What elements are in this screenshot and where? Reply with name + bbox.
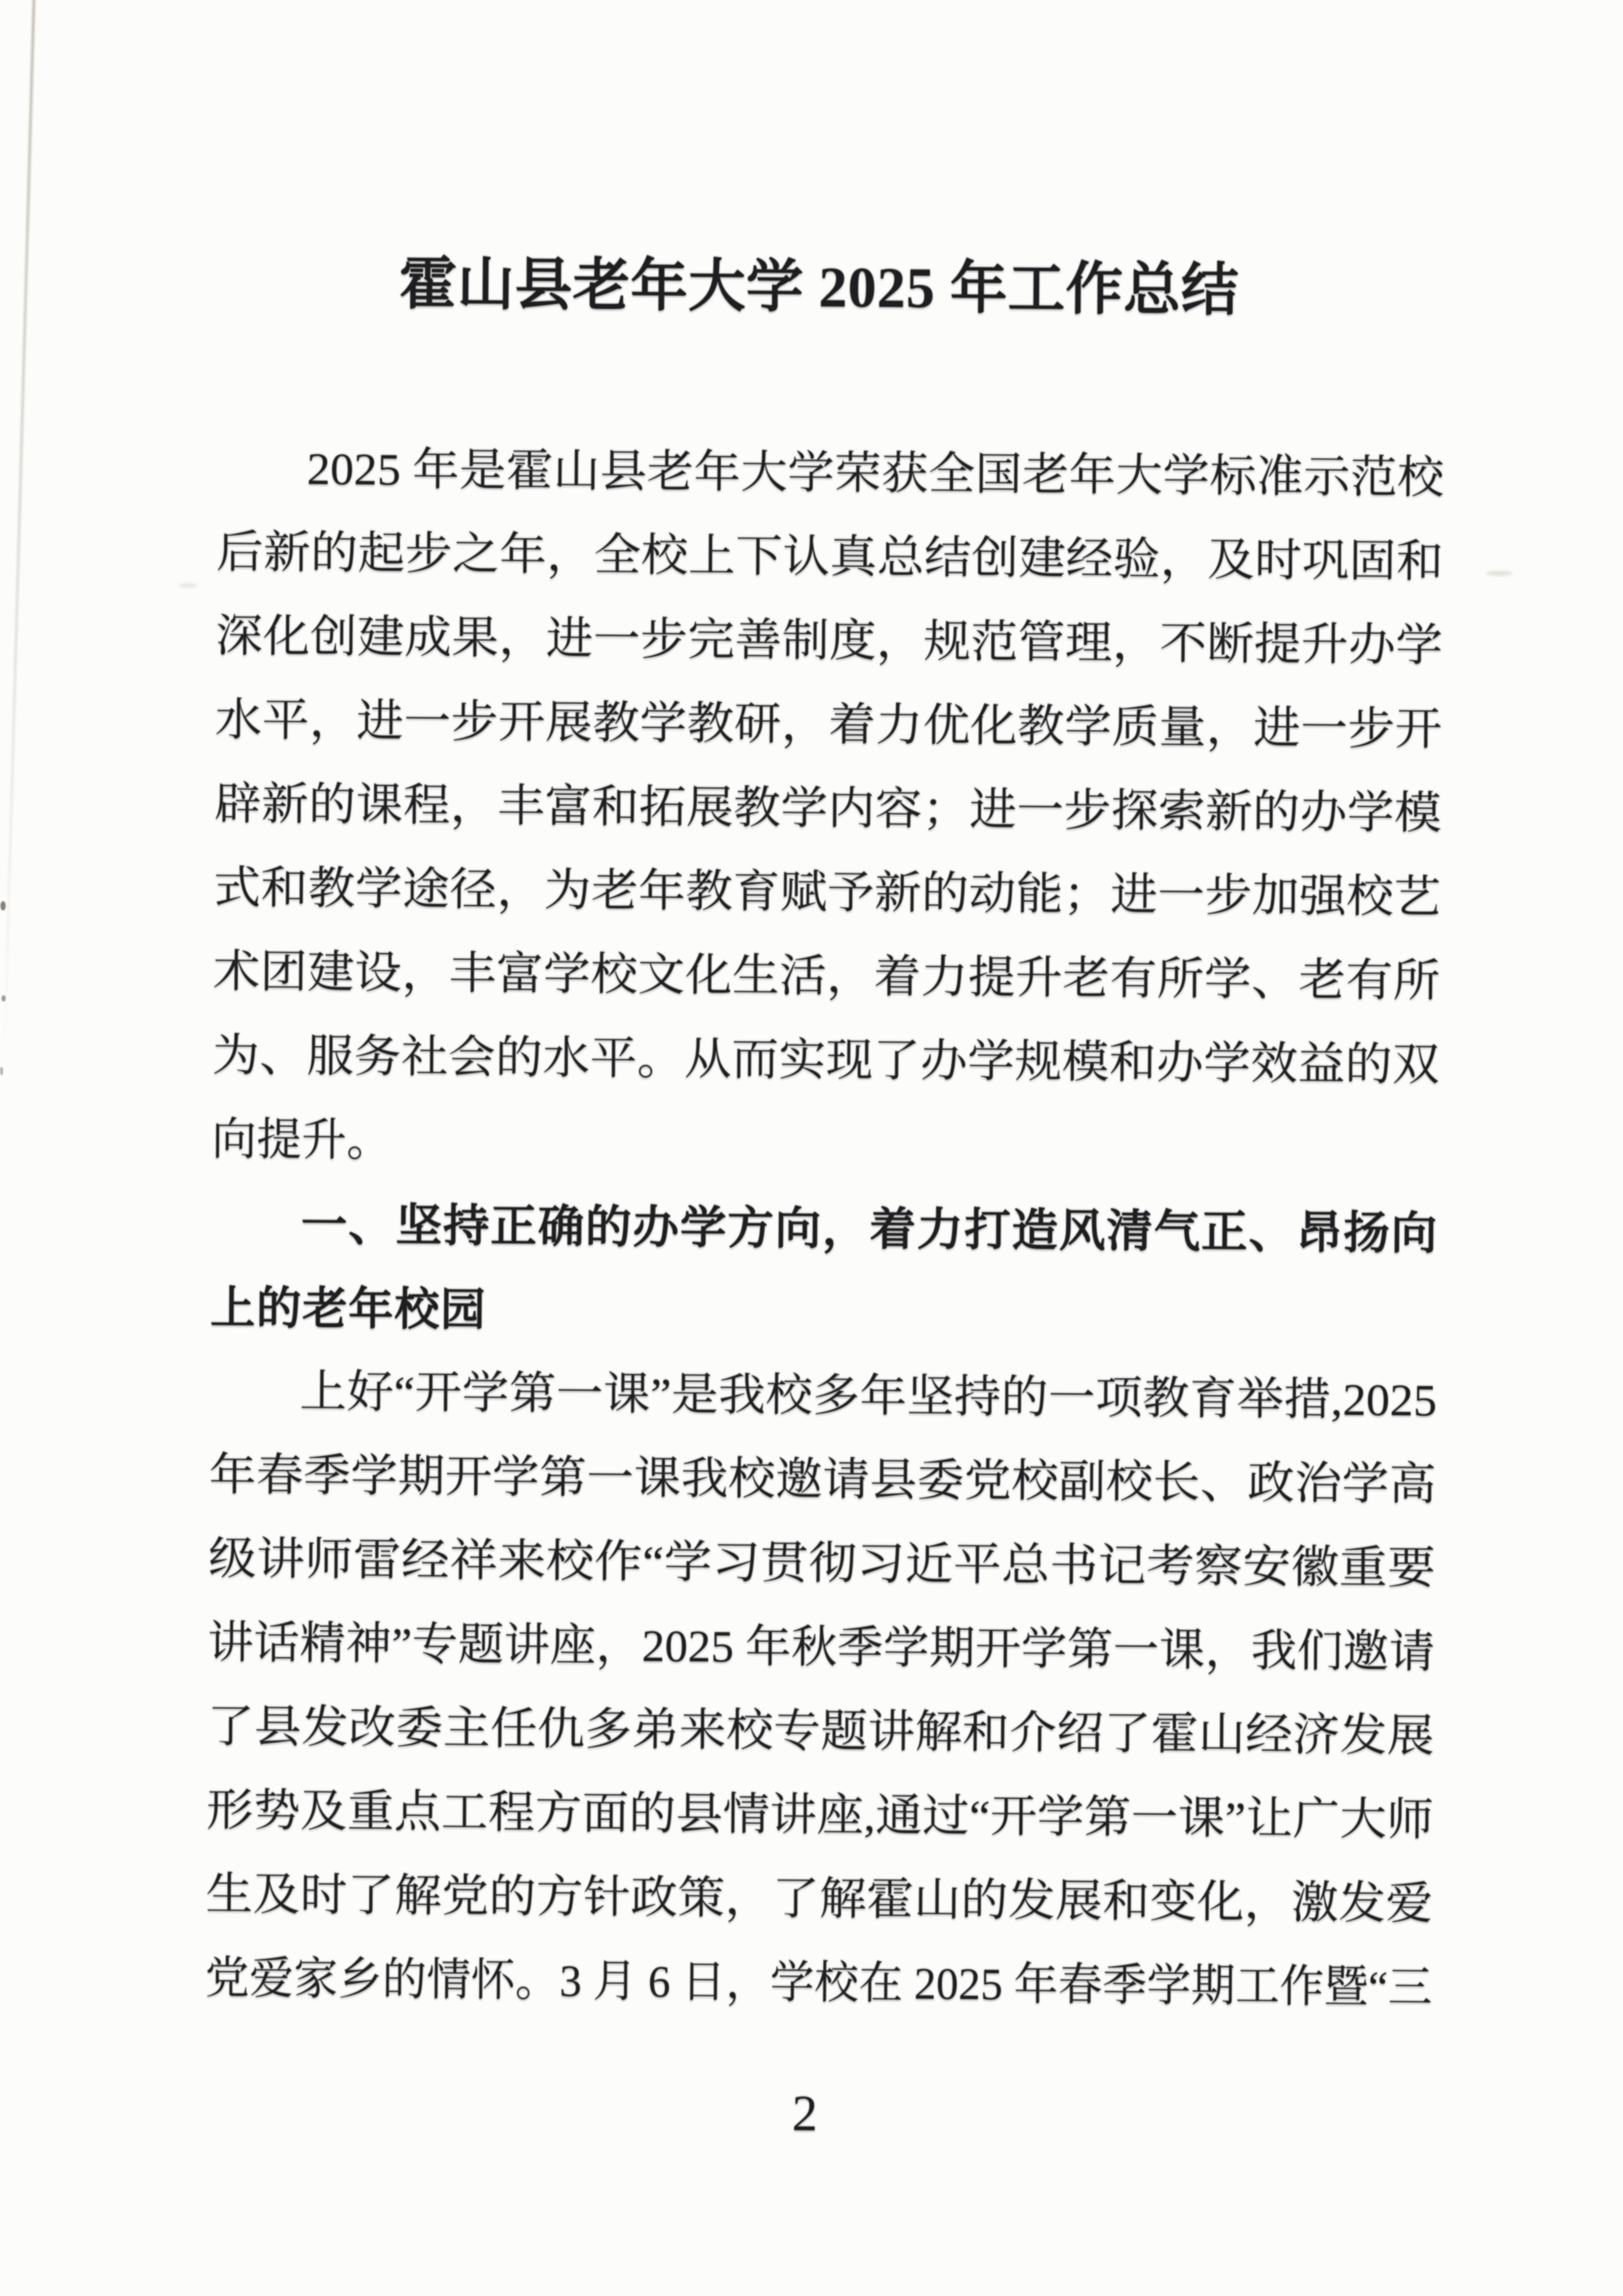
paragraph-line [209,1434,1436,1527]
text-line-content: 式和教学途径，为老年教育赋予新的动能；进一步加强校艺 [213,863,1441,923]
paragraph-line [207,1601,1435,1695]
text-line-content: 术团建设，丰富学校文化生活，着力提升老有所学、老有所 [213,947,1440,1007]
paragraph-line [212,1014,1439,1108]
paragraph-line [205,1937,1432,2031]
text-line-content: 年春季学期开学第一课我校邀请县委党校副校长、政治学高 [209,1450,1437,1510]
text-line-content: 生及时了解党的方针政策，了解霍山的发展和变化，激发爱 [205,1869,1433,1929]
text-line-content: 后新的起步之年，全校上下认真总结创建经验，及时巩固和 [216,527,1444,587]
paragraph-line [215,679,1442,772]
heading-line [211,1182,1438,1276]
paragraph-line [213,930,1440,1024]
text-line-content: 上好“开学第一课”是我校多年坚持的一项教育举措,2025 [299,1367,1437,1426]
paragraph-line [217,427,1445,521]
paragraph-line [206,1853,1433,1947]
text-line-content: 级讲师雷经祥来校作“学习贯彻习近平总书记考察安徽重要 [208,1534,1436,1594]
text-line-content: 一、坚持正确的办学方向，着力打造风清气正、昂扬向 [301,1199,1438,1259]
paragraph-line [216,511,1444,605]
paragraph-line [209,1350,1437,1443]
text-line-content: 向提升。 [211,1114,392,1166]
document-body [205,427,1444,2031]
paragraph-line [208,1518,1436,1611]
text-line-content: 形势及重点工程方面的县情讲座,通过“开学第一课”让广大师 [206,1786,1434,1845]
text-line-content: 为、服务社会的水平。从而实现了办学规模和办学效益的双 [212,1031,1440,1090]
text-line-content: 辟新的课程，丰富和拓展教学内容；进一步探索新的办学模 [214,779,1442,839]
page-number: 2 [792,2084,818,2142]
paragraph-line [206,1769,1434,1863]
paragraph-line [211,1098,1439,1192]
heading-line [210,1266,1438,1359]
text-line-content: 了县发改委主任仇多弟来校专题讲解和介绍了霍山经济发展 [207,1702,1435,1762]
text-line-content: 2025 年是霍山县老年大学荣获全国老年大学标准示范校 [306,444,1445,503]
text-line-content: 党爱家乡的情怀。3 月 6 日，学校在 2025 年春季学期工作暨“三 [205,1953,1433,2013]
paragraph-line [207,1685,1434,1779]
text-line-content: 水平，进一步开展教学教研，着力优化教学质量，进一步开 [214,695,1442,755]
paragraph-line [213,846,1441,940]
text-line-content: 深化创建成果，进一步完善制度，规范管理，不断提升办学 [215,611,1443,671]
text-line-content: 讲话精神”专题讲座，2025 年秋季学期开学第一课，我们邀请 [207,1618,1435,1678]
paragraph-line [215,595,1443,688]
document-title: 霍山县老年大学 2025 年工作总结 [399,252,1239,323]
paragraph-line [214,763,1441,856]
text-line-content: 上的老年校园 [210,1282,487,1335]
